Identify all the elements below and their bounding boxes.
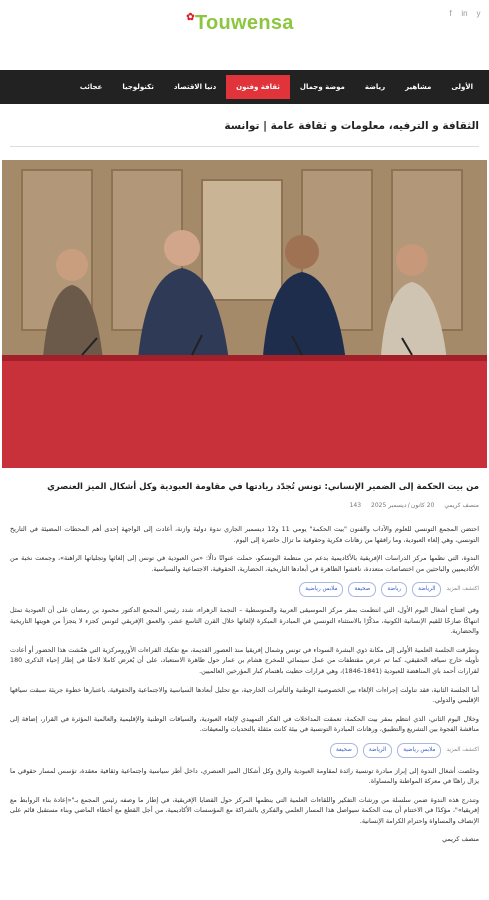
- article-meta: [10, 502, 479, 509]
- nav-item-technology[interactable]: تكنولوجيا: [122, 83, 154, 91]
- article-signature: منصف كريمي: [442, 835, 479, 844]
- paragraph: وتندرج هذه الندوة ضمن سلسلة من ورشات التفكير واللقاءات العلمية التي ينظمها المركز حول القضايا الإفريقية، في إطار ما وصفه رئيس المجمع بـ"«إعادة بناء الروابط مع إفريقيا»"، مؤكدًا في الاختتام أن بيت الحكمة سيواصل هذا المسار العلمي والفكري بالشراكة مع المؤسسات الأكاديمية، من أجل القطع مع أخطاء الماضي وبناء مستقبل قائم على الإنصاف والمساواة واحترام الكرامة الإنسانية.: [10, 795, 479, 825]
- nav-item-sports[interactable]: رياضة: [364, 83, 386, 91]
- twitter-icon[interactable]: y: [476, 9, 481, 18]
- main-nav: [0, 70, 489, 104]
- nav-item-culture[interactable]: ثقافة وفنون: [226, 75, 290, 99]
- paragraph: وخلصت أشغال الندوة إلى إبراز مبادرة تونسية رائدة لمقاومة العبودية والرق وكل أشكال الميز العنصري، داخل أطر سياسية واجتماعية وثقافية معقدة، تؤسس لمسار حقوقي ما يزال راهنًا في معركة المواطنة والمساواة.: [10, 766, 479, 786]
- discover-more-tags: [10, 582, 479, 597]
- article-body: [10, 524, 479, 853]
- tag-chip[interactable]: رياضة: [381, 582, 407, 597]
- author-name[interactable]: منصف كريمي: [444, 502, 479, 509]
- nav-item-home[interactable]: الأولى: [451, 83, 473, 91]
- site-header: [0, 0, 489, 68]
- paragraph: وخلال اليوم الثاني، الذي انتظم بمقر بيت الحكمة، تعمقت المداخلات في الفكر التمهيدي لإلغاء العبودية، والسياقات الوطنية والإقليمية والعالمية المؤثرة في القرار، إضافة إلى مناقشة الفجوة بين التشريع والتطبيق، ورهانات المبادرة التونسية في بيئة كانت مثقلة بالتحديات والمعيقات.: [10, 714, 479, 734]
- paragraph: احتضن المجمع التونسي للعلوم والآداب والفنون "بيت الحكمة" يومي 11 و12 ديسمبر الجاري ندوة دولية وازنة، أعادت إلى الواجهة إحدى أهم المحطات المضيئة في التاريخ التونسي، وهي إلغاء العبودية، وما رافقها من رهانات فكرية وحقوقية ما تزال حاضرة إلى اليوم.: [10, 525, 479, 544]
- tags-label: اكتشف المزيد: [446, 586, 479, 593]
- nav-item-celebrities[interactable]: مشاهير: [405, 83, 432, 91]
- page-title: الثقافة و الترفيه، معلومات و ثقافة عامة | توانسة: [224, 120, 479, 132]
- tags-label: اكتشف المزيد: [446, 746, 479, 753]
- tag-chip[interactable]: ملابس رياضية: [299, 582, 343, 597]
- paragraph: أما الجلسة الثانية، فقد تناولت إجراءات الإلغاء بين الخصوصية الوطنية والتأثيرات الخارجية، مع تحليل أبعادها السياسية والاجتماعية والحقوقية، باعتبارها خطوة جريئة سبقت سياقها الإقليمي والدولي.: [10, 685, 479, 705]
- tag-chip[interactable]: صحيفة: [330, 743, 358, 758]
- paragraph: وفي افتتاح أشغال اليوم الأول، التي انتظمت بمقر مركز الموسيقى العربية والمتوسطية – النجمة الزهراء، شدد رئيس المجمع الدكتور محمود بن رمضان على أن العبودية تمثل انتهاكًا صارخًا للقيم الإنسانية الكونية، مذكّرًا بالاستثناء التونسي في المبادرة المبكرة لإلغائها خلال القرن التاسع عشر، والعمق الإفريقي لتونس كجزء لا يتجزأ من هويتها التاريخية والحضارية.: [10, 605, 479, 636]
- nav-item-economy[interactable]: دنيا الاقتصاد: [173, 83, 217, 91]
- nav-item-fashion[interactable]: موضة وجمال: [299, 83, 345, 91]
- article-title[interactable]: من بيت الحكمة إلى الضمير الإنساني: تونس تُجدّد ريادتها في مقاومة العبودية وكل أشكال الميز العنصري: [47, 482, 479, 492]
- facebook-icon[interactable]: f: [449, 9, 452, 18]
- discover-more-tags: [10, 743, 479, 758]
- logo-text: Touwensa: [194, 12, 294, 34]
- nav-item-wonders[interactable]: عجائب: [79, 83, 103, 91]
- linkedin-icon[interactable]: in: [461, 9, 468, 18]
- view-count: 143: [349, 502, 362, 509]
- article-photo: [2, 160, 487, 468]
- conference-panel-illustration: [2, 160, 487, 468]
- site-logo[interactable]: [140, 12, 340, 35]
- social-links: [446, 9, 483, 18]
- category-header: [0, 120, 489, 132]
- divider: [10, 146, 479, 147]
- paragraph: الندوة، التي نظمها مركز الدراسات الإفريقية بالأكاديمية بدعم من منظمة اليونسكو، حملت عنوانًا دالًا: «من العبودية في تونس إلى إلغائها وتجلياتها الراهنة»، وجمعت نخبة من الأكاديميين والباحثين من اختصاصات متعددة، ناقشوا الظاهرة في أبعادها التاريخية، الحضارية، الحقوقية، الاجتماعية والسياسية.: [10, 554, 479, 573]
- tag-chip[interactable]: صحيفة: [348, 582, 376, 597]
- paragraph: وتطرقت الجلسة العلمية الأولى إلى مكانة ذوي البشرة السوداء في تونس وشمال إفريقيا منذ العصور القديمة، مع تفكيك القراءات الأورومركزية التي همّشت هذا الحضور أو أعادت تأويله خارج سياقه الحقيقي، كما تم عرض مقتطفات من عمل سينمائي للمخرج هشام بن عمار حول ظاهرة الاستعباد، على أن يُعرض كاملا لاحقًا في إطار إحياء الذكرى 180 لقرارات أحمد باي المناهضة للعبودية (1841-1846)، وهي قرارات حظيت باهتمام كبار المؤرخين العالميين.: [10, 645, 479, 675]
- leaf-icon: ✿: [186, 12, 195, 23]
- tag-chip[interactable]: ملابس رياضية: [397, 743, 441, 758]
- publish-date: 20 كانون / ديسمبر 2025: [371, 502, 435, 509]
- tag-chip[interactable]: الرياضة: [363, 743, 392, 758]
- tag-chip[interactable]: الرياضة: [412, 582, 441, 597]
